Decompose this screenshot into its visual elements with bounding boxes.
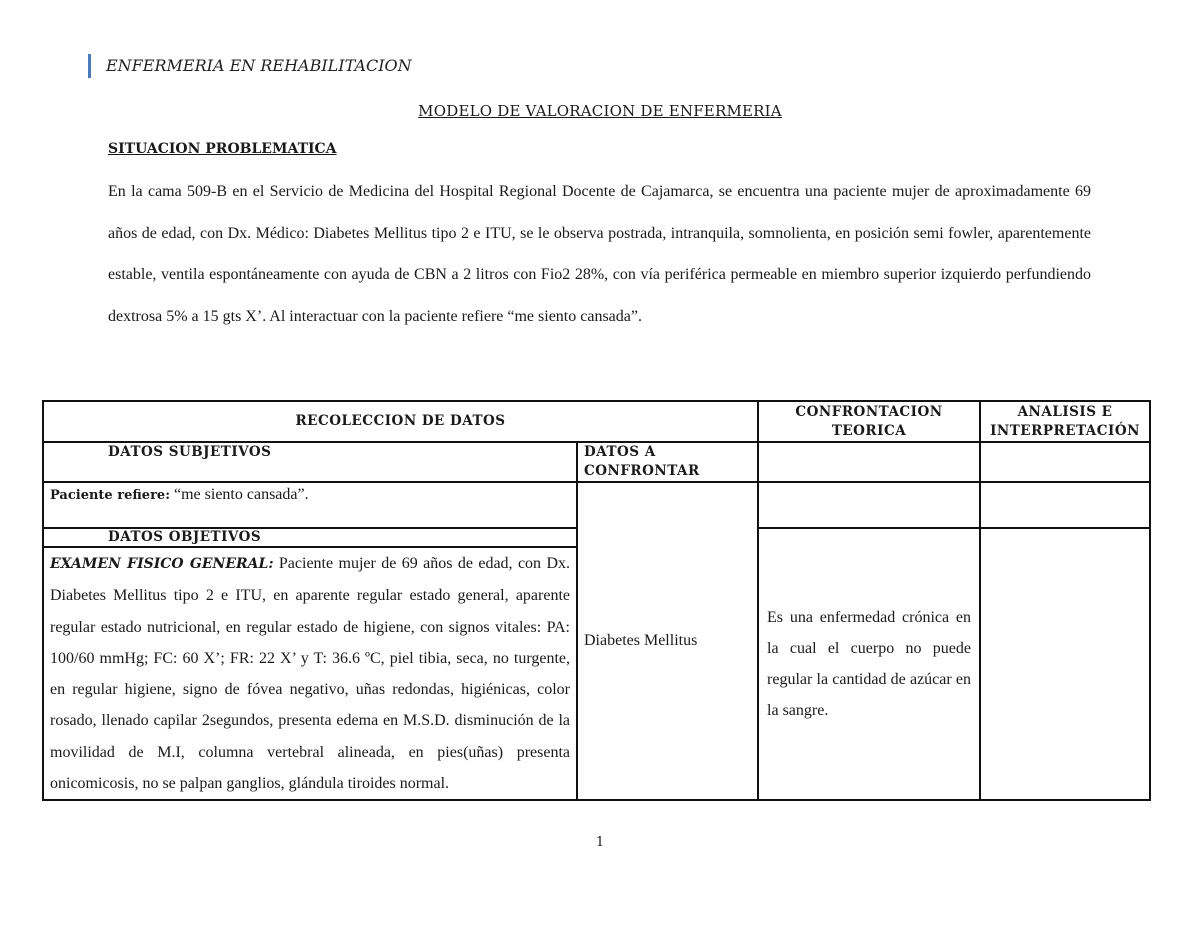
header-objetivos: DATOS OBJETIVOS: [43, 528, 577, 547]
subjective-label: Paciente refiere:: [50, 488, 170, 503]
theory-cell: [758, 528, 980, 800]
header-confrontacion: CONFRONTACION TEORICA: [758, 401, 980, 442]
objective-text: Paciente mujer de 69 años de edad, con Dx. Diabetes Mellitus tipo 2 e ITU, en aparente regular estado general, aparente regular estado nutricional, en regular estado de higiene, con signos vitales: PA: 100/60 mmHg; FC: 60 X’; FR: 22 X’ y T: 36.6 ºC, piel tibia, seca, no turgente, en regular higiene, signo de fóvea negativo, uñas redondas, higiénicas, color rosado, llenado capilar 2segundos, presenta edema en M.S.D. disminución de la movilidad de M.I, columna vertebral alineada, en pies(uñas) presenta onicomicosis, no se palpan ganglios, glándula tiroides normal.: [50, 555, 570, 793]
document-title: MODELO DE VALORACION DE ENFERMERIA: [418, 102, 782, 120]
header-confrontar: DATOS A CONFRONTAR: [577, 442, 758, 482]
document-header: [88, 54, 412, 78]
assessment-table: [42, 400, 1151, 801]
header-text: ENFERMERIA EN REHABILITACION: [106, 56, 412, 75]
subjective-data-cell: [43, 482, 577, 528]
objective-data-cell: [43, 547, 577, 800]
empty-cell: [758, 482, 980, 528]
empty-cell: [980, 482, 1150, 528]
header-subjetivos: DATOS SUBJETIVOS: [43, 442, 577, 482]
data-to-confront-cell: [577, 482, 758, 800]
subjective-text: “me siento cansada”.: [170, 486, 309, 503]
theory-text: Es una enfermedad crónica en la cual el cuerpo no puede regular la cantidad de azúcar en la sangre.: [767, 608, 972, 720]
exam-label: EXAMEN FISICO GENERAL:: [50, 556, 274, 572]
page-number: 1: [595, 835, 605, 850]
header-analisis: ANALISIS E INTERPRETACIÓN: [980, 401, 1150, 442]
empty-cell: [758, 442, 980, 482]
situation-paragraph: En la cama 509-B en el Servicio de Medicina del Hospital Regional Docente de Cajamarca, se encuentra una paciente mujer de aproximadamente 69 años de edad, con Dx. Médico: Diabetes Mellitus tipo 2 e ITU, se le observa postrada, intranquila, somnolienta, en posición semi fowler, aparentemente estable, ventila espontáneamente con ayuda de CBN a 2 litros con Fio2 28%, con vía periférica permeable en miembro superior izquierdo perfundiendo dextrosa 5% a 15 gts X’. Al interactuar con la paciente refiere “me siento cansada”.: [108, 183, 1091, 325]
empty-cell: [980, 442, 1150, 482]
header-recoleccion: RECOLECCION DE DATOS: [43, 401, 758, 442]
section-title: SITUACION PROBLEMATICA: [108, 141, 337, 157]
analysis-cell: [980, 528, 1150, 800]
data-to-confront: Diabetes Mellitus: [584, 632, 698, 650]
